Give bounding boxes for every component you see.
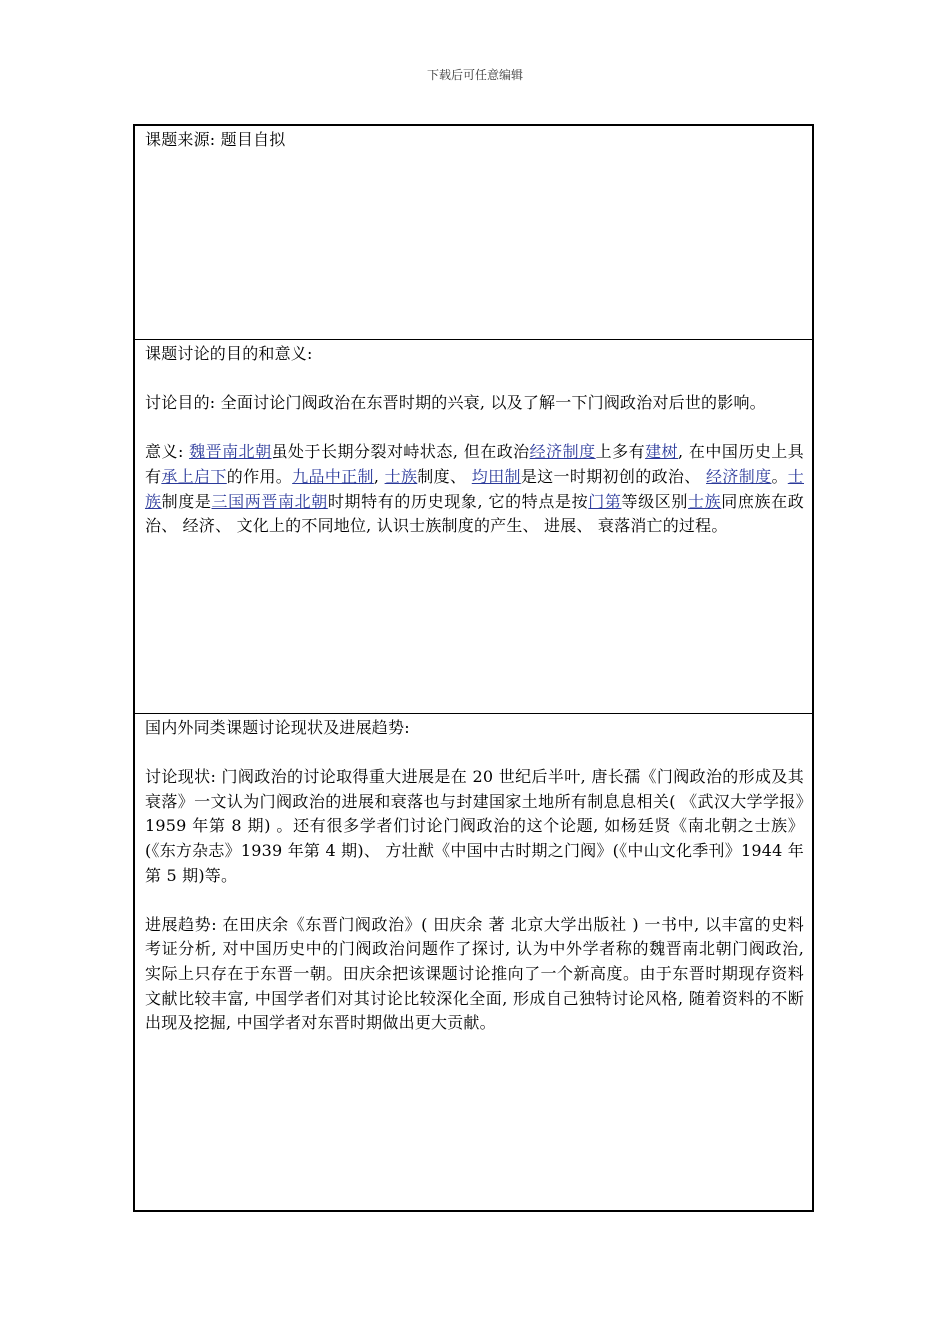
link-jianshu[interactable]: 建树 [645, 442, 679, 462]
text-segment: 时期特有的历史现象, 它的特点是按 [327, 491, 589, 511]
link-economic-system[interactable]: 经济制度 [529, 442, 596, 462]
text-segment: 制度、 [417, 466, 472, 486]
text-segment: 的作用。 [226, 466, 293, 486]
page-header: 下载后可任意编辑 [426, 68, 523, 82]
link-shizu-3[interactable]: 士族 [688, 491, 722, 511]
link-mendi[interactable]: 门第 [588, 491, 622, 511]
paragraph-gap [145, 741, 804, 766]
link-economic-system-2[interactable]: 经济制度 [706, 466, 772, 486]
text-segment: , [373, 466, 385, 486]
proposal-form-table [133, 124, 814, 1212]
text-segment: 上多有 [595, 442, 646, 462]
link-sanguo-liangjin-nanbeichao[interactable]: 三国两晋南北朝 [211, 491, 328, 511]
text-segment: 。 [771, 466, 788, 486]
link-jiupin-zhongzheng[interactable]: 九品中正制 [292, 466, 374, 486]
paragraph-gap [145, 888, 804, 913]
text-segment: 同庶族在政治、 经济、 文化上的不同地位, 认识士族制度的产生、 进展、 衰落消亡的过程。 [145, 491, 804, 536]
purpose-heading: 课题讨论的目的和意义: [145, 344, 313, 363]
text-segment: , 在中国历史上具有 [145, 442, 804, 486]
text-segment: 制度是 [161, 491, 212, 511]
research-goal-paragraph: 讨论目的: 全面讨论门阀政治在东晋时期的兴衰, 以及了解一下门阀政治对后世的影响。 [145, 393, 766, 413]
significance-paragraph [145, 440, 804, 538]
link-chengshang-qixia[interactable]: 承上启下 [161, 466, 227, 486]
link-shizu-2[interactable]: 士族 [145, 466, 804, 511]
paragraph-gap [145, 367, 804, 392]
significance-label: 意义: [145, 442, 190, 462]
status-heading: 国内外同类课题讨论现状及进展趋势: [145, 718, 410, 737]
paragraph-gap [145, 416, 804, 441]
trend-paragraph: 进展趋势: 在田庆余《东晋门阀政治》( 田庆余 著 北京大学出版社 ) 一书中, 以丰富的史料考证分析, 对中国历史中的门阀政治问题作了探讨, 认为中外学者称的魏晋南北朝门阀政治, 实际上只存在于东晋一朝。田庆余把该课题讨论推向了一个新高度。由于东晋时期现存资料文献比较丰富, 中国学者们对其讨论比较深化全面, 形成自己独特讨论风格, 随着资料的不断出现及挖掘, 中国学者对东晋时期做出更大贡献。 [145, 914, 804, 1033]
text-segment: 是这一时期初创的政治、 [520, 466, 707, 486]
link-juntian-zhi[interactable]: 均田制 [471, 466, 521, 486]
link-shizu[interactable]: 士族 [384, 466, 418, 486]
text-segment: 等级区别 [621, 491, 688, 511]
link-wei-jin-nanbei-chao[interactable]: 魏晋南北朝 [189, 442, 272, 462]
purpose-significance-cell [135, 339, 812, 713]
research-status-cell [135, 713, 812, 1210]
topic-source-cell [135, 126, 812, 339]
topic-source-text: 课题来源: 题目自拟 [145, 130, 286, 149]
text-segment: 虽处于长期分裂对峙状态, 但在政治 [271, 442, 530, 462]
current-status-paragraph: 讨论现状: 门阀政治的讨论取得重大进展是在 20 世纪后半叶, 唐长孺《门阀政治的形成及其衰落》一文认为门阀政治的进展和衰落也与封建国家土地所有制息息相关( 《武汉大学学报》1959 年第 8 期) 。还有很多学者们讨论门阀政治的这个论题, 如杨廷贤《南北朝之士族》(《东方杂志》1939 年第 4 期)、 方壮猷《中国中古时期之门阀》(《中山文化季刊》1944 年第 5 期)等。 [145, 767, 804, 885]
